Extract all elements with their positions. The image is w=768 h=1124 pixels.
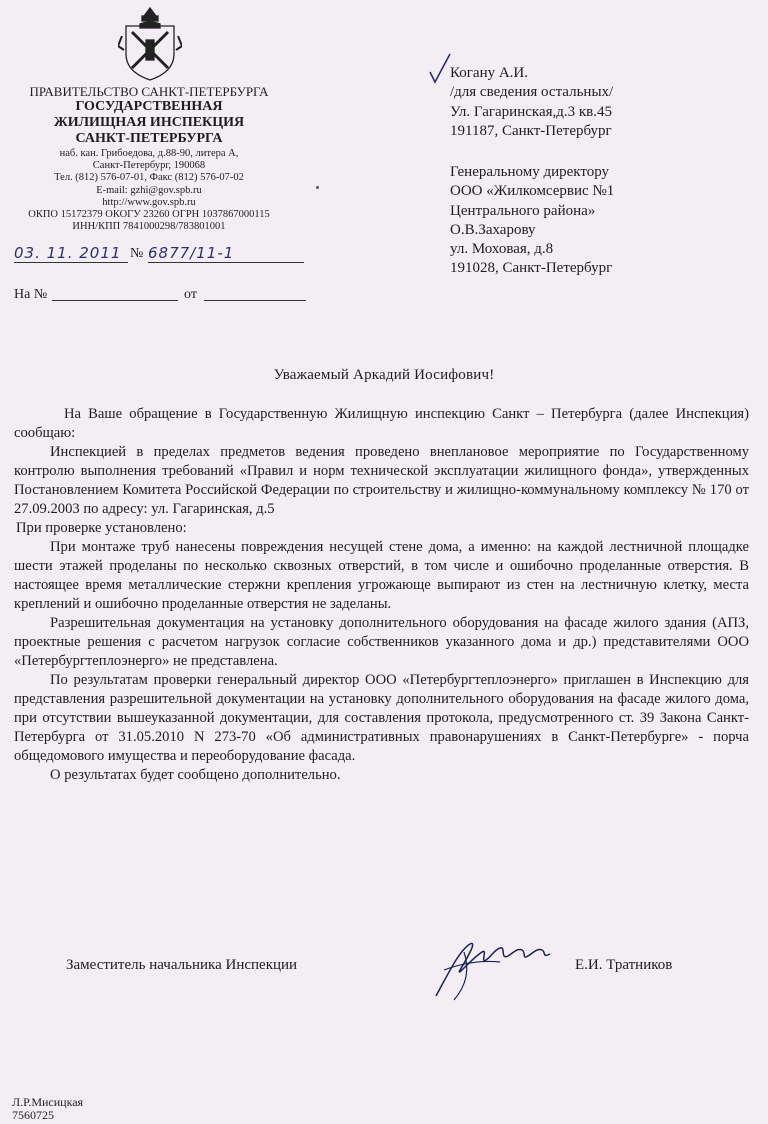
coat-of-arms-icon <box>118 6 182 82</box>
signatory-name: Е.И. Тратников <box>575 957 673 973</box>
stray-dot <box>316 186 319 189</box>
letterhead-website: http://www.gov.spb.ru <box>102 197 196 208</box>
signature-icon <box>430 930 560 1002</box>
body-paragraph: По результатам проверки генеральный директор ООО «Петербургтеплоэнерго» приглашен в Инспекцию для представления разрешительной документации на установку дополнительного оборудования на фасаде жилого дома, при отсутствии вышеуказанной документации, для составления протокола, предусмотренного ст. 39 Закона Санкт-Петербурга от 31.05.2010 N 273-70 «Об административных правонарушениях в Санкт-Петербурге» - порча общедомового имущества и переоборудование фасада. <box>14 672 749 764</box>
checkmark-icon <box>428 52 452 84</box>
outgoing-number: 6877/11-1 <box>148 244 304 263</box>
body-paragraph: О результатах будет сообщено дополнительно. <box>50 767 341 783</box>
inspection-name-line3: САНКТ-ПЕТЕРБУРГА <box>75 131 223 146</box>
body-paragraph: Инспекцией в пределах предметов ведения проведено внеплановое мероприятие по Государственному контролю выполнения требований «Правил и норм технической эксплуатации жилищного фонда», утвержденных Постановлением Комитета Российской Федерации по строительству и жилищно-коммунальному комплексу № 170 от 27.09.2003 по адресу: ул. Гагаринская, д.5 <box>14 444 749 517</box>
number-sign: № <box>130 246 144 261</box>
letterhead-email: E-mail: gzhi@gov.spb.ru <box>96 185 202 196</box>
recipient-2-line: О.В.Захарову <box>450 221 536 238</box>
letterhead-okpo: ОКПО 15172379 ОКОГУ 23260 ОГРН 1037867000115 <box>28 209 270 220</box>
recipient-block-1 <box>450 64 613 141</box>
letterhead-phone: Тел. (812) 576-07-01, Факс (812) 576-07-02 <box>54 172 244 183</box>
reply-date-blank <box>204 300 306 301</box>
body-paragraph: При проверке установлено: <box>16 520 187 536</box>
executor-name: Л.Р.Мисицкая <box>12 1095 84 1109</box>
recipient-2-line: Генеральному директору <box>450 164 610 180</box>
executor-phone: 7560725 <box>12 1108 54 1122</box>
outgoing-date: 03. 11. 2011 <box>14 244 128 263</box>
recipient-2-line: Центрального района» <box>450 202 596 219</box>
salutation: Уважаемый Аркадий Иосифович! <box>273 367 495 383</box>
recipient-block-2 <box>450 163 614 279</box>
reply-number-blank <box>52 300 178 301</box>
recipient-1-line: /для сведения остальных/ <box>450 84 614 101</box>
letter-body <box>14 405 749 785</box>
government-name: ПРАВИТЕЛЬСТВО САНКТ-ПЕТЕРБУРГА <box>29 84 269 99</box>
body-paragraph: Разрешительная документация на установку дополнительного оборудования на фасаде жилого здания (АПЗ, проектные решения с расчетом нагрузок согласие собственников указанного дома и др.) представителями ООО «Петербургтеплоэнерго» не представлена. <box>14 615 749 669</box>
signatory-position: Заместитель начальника Инспекции <box>66 957 298 973</box>
inspection-name-line2: ЖИЛИЩНАЯ ИНСПЕКЦИЯ <box>53 115 245 130</box>
reply-from-label: от <box>184 287 197 302</box>
letterhead-inn: ИНН/КПП 7841000298/783801001 <box>72 221 226 232</box>
recipient-1-line: Ул. Гагаринская,д.3 кв.45 <box>450 103 613 120</box>
recipient-1-line: Когану А.И. <box>450 65 529 81</box>
letterhead-address-line1: наб. кан. Грибоедова, д.88-90, литера А, <box>59 148 239 159</box>
reply-to-label: На № <box>14 287 48 302</box>
recipient-1-line: 191187, Санкт-Петербург <box>450 122 612 139</box>
recipient-2-line: ООО «Жилкомсервис №1 <box>450 183 615 200</box>
body-paragraph: При монтаже труб нанесены повреждения несущей стене дома, а именно: на каждой лестничной площадке шести этажей проделаны по несколько сквозных отверстий, в том числе и ошибочно проделанные отверстия. В настоящее время металлические стержни крепления угрожающе выпирают из стен на лестничную клетку, места креплений и ошибочно проделанные отверстия не заделаны. <box>14 539 749 612</box>
recipient-2-line: ул. Моховая, д.8 <box>450 241 554 258</box>
letterhead-address-line2: Санкт-Петербург, 190068 <box>92 160 206 171</box>
recipient-2-line: 191028, Санкт-Петербург <box>450 260 613 277</box>
body-paragraph: На Ваше обращение в Государственную Жилищную инспекцию Санкт – Петербурга (далее Инспекция) сообщаю: <box>14 406 749 441</box>
inspection-name-line1: ГОСУДАРСТВЕННАЯ <box>75 99 223 114</box>
